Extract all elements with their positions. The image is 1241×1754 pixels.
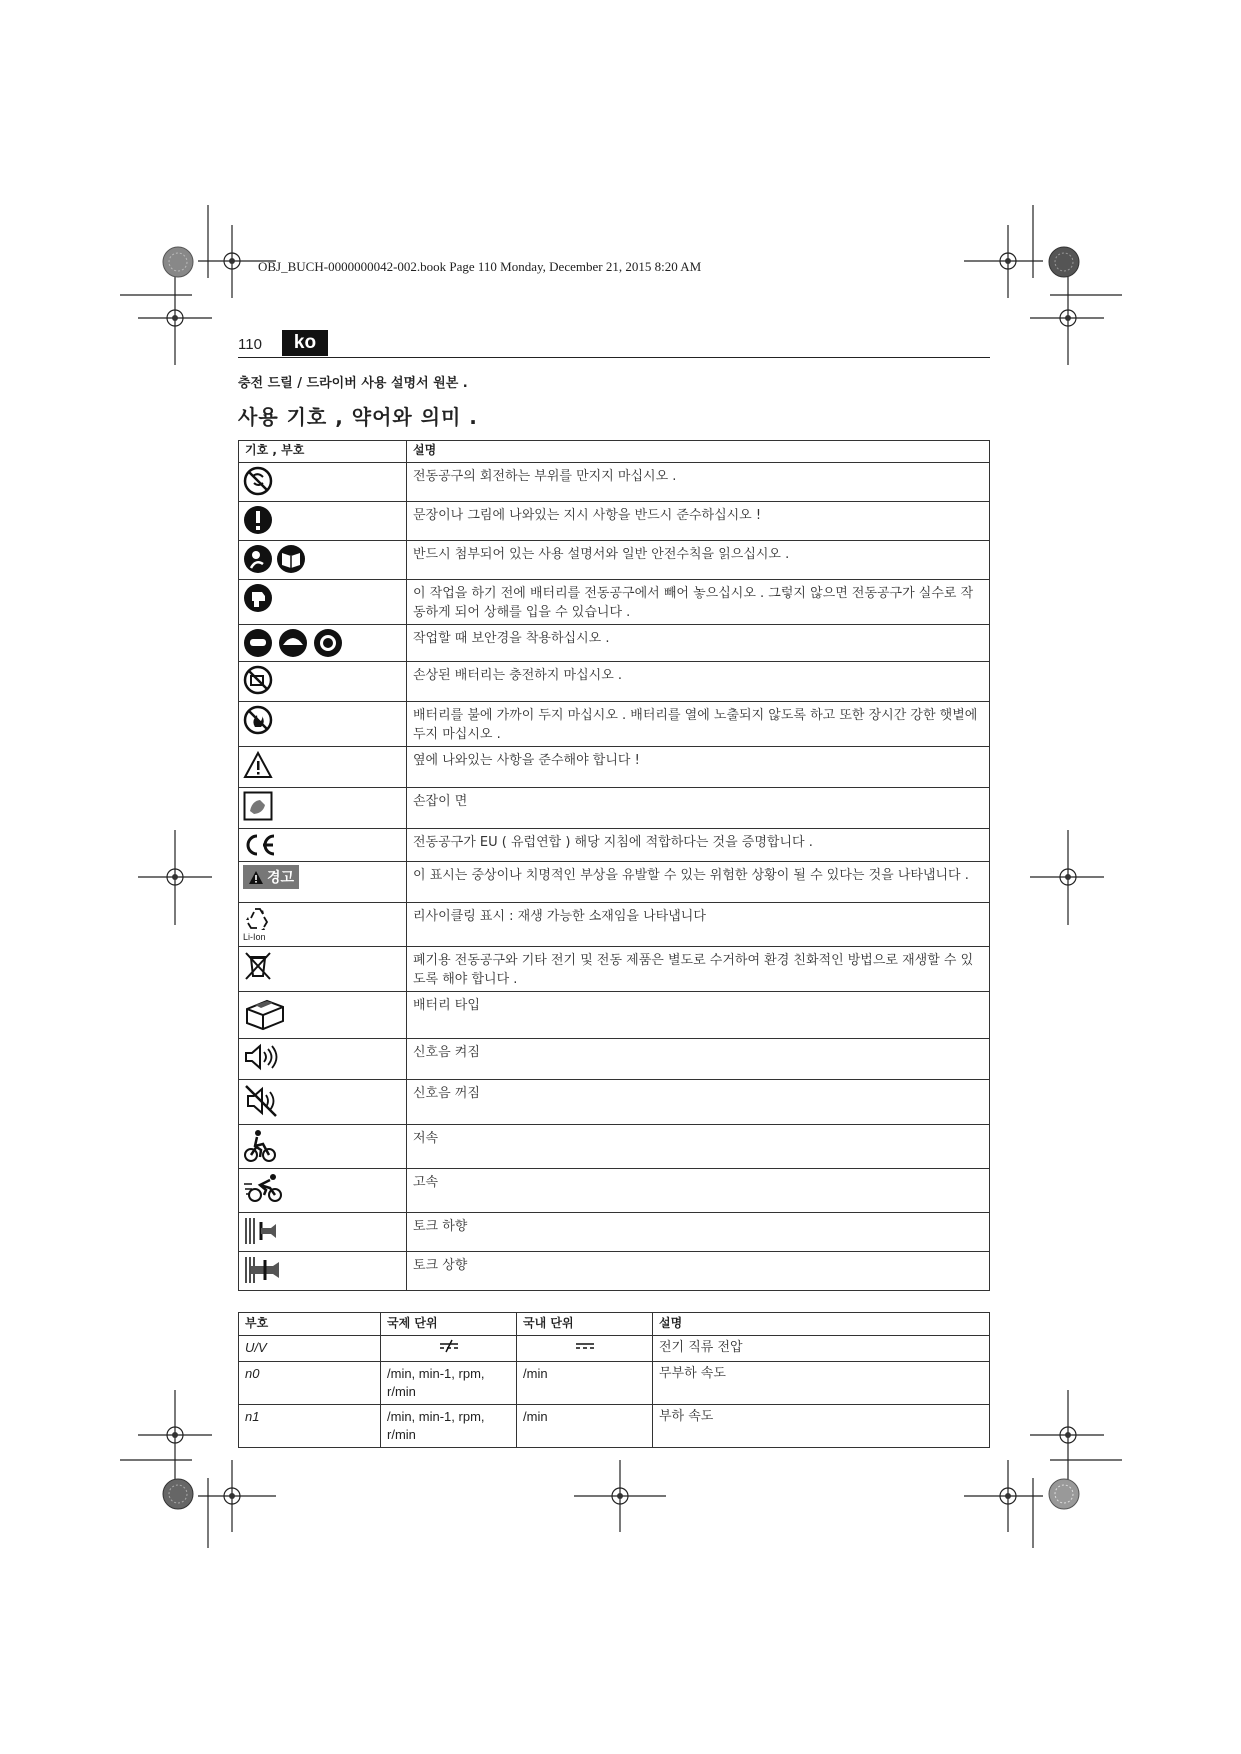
table-row xyxy=(239,829,990,862)
row-description: 옆에 나와있는 사항을 준수해야 합니다 ! xyxy=(407,747,990,788)
row-description: 손잡이 면 xyxy=(407,788,990,829)
table-header-row xyxy=(239,441,990,463)
row-description: 폐기용 전동공구와 기타 전기 및 전동 제품은 별도로 수거하여 환경 친화적인 방법으로 재생할 수 있도록 해야 합니다 . xyxy=(407,947,990,992)
table-row xyxy=(239,747,990,788)
high-speed-icon xyxy=(243,1172,285,1204)
header-symbol: 부호 xyxy=(239,1313,381,1336)
international-unit: /min, min-1, rpm, r/min xyxy=(381,1362,517,1405)
language-badge: ko xyxy=(282,330,328,356)
row-description: 신호음 꺼짐 xyxy=(407,1080,990,1125)
document-subtitle: 충전 드릴 / 드라이버 사용 설명서 원본 . xyxy=(238,376,468,391)
header-description: 설명 xyxy=(407,441,990,463)
row-description: 이 작업을 하기 전에 배터리를 전동공구에서 빼어 놓으십시오 . 그렇지 않으면 전동공구가 실수로 작동하게 되어 상해를 입을 수 있습니다 . xyxy=(407,580,990,625)
ce-mark-icon xyxy=(243,832,277,858)
grip-surface-icon xyxy=(243,791,273,821)
no-charge-damaged-battery-icon xyxy=(243,665,273,695)
warning-triangle-icon xyxy=(243,750,273,780)
recycling-li-ion-icon xyxy=(243,906,273,932)
sound-off-icon xyxy=(243,1083,279,1119)
header-description: 설명 xyxy=(653,1313,990,1336)
read-manual-icon xyxy=(243,544,307,574)
table-row xyxy=(239,1080,990,1125)
no-touch-rotating-icon xyxy=(243,466,273,496)
safety-goggles-icon xyxy=(243,628,343,658)
mandatory-exclamation-icon xyxy=(243,505,273,535)
row-description: 전동공구가 EU ( 유럽연합 ) 해당 지침에 적합하다는 것을 증명합니다 . xyxy=(407,829,990,862)
row-description: 토크 하향 xyxy=(407,1213,990,1252)
table-row xyxy=(239,1362,990,1405)
table-row xyxy=(239,862,990,903)
row-description: 저속 xyxy=(407,1125,990,1169)
national-unit: /min xyxy=(517,1405,653,1448)
torque-down-icon xyxy=(243,1216,279,1246)
international-unit: /min, min-1, rpm, r/min xyxy=(381,1405,517,1448)
header-rule xyxy=(238,357,990,358)
table-row xyxy=(239,1039,990,1080)
table-row xyxy=(239,1252,990,1291)
table-row xyxy=(239,662,990,702)
section-heading: 사용 기호 , 약어와 의미 . xyxy=(238,405,478,429)
table-row xyxy=(239,1125,990,1169)
table-row xyxy=(239,1213,990,1252)
row-description: 전동공구의 회전하는 부위를 만지지 마십시오 . xyxy=(407,463,990,502)
row-description: 고속 xyxy=(407,1169,990,1213)
row-description: 이 표시는 중상이나 치명적인 부상을 유발할 수 있는 위험한 상황이 될 수 있다는 것을 나타냅니다 . xyxy=(407,862,990,903)
page-number: 110 xyxy=(238,336,262,353)
table-row xyxy=(239,1336,990,1362)
book-header: OBJ_BUCH-0000000042-002.book Page 110 Monday, December 21, 2015 8:20 AM xyxy=(258,259,702,274)
crossed-bin-icon xyxy=(243,950,273,982)
row-description: 신호음 켜짐 xyxy=(407,1039,990,1080)
row-description: 배터리를 불에 가까이 두지 마십시오 . 배터리를 열에 노출되지 않도록 하고 또한 장시간 강한 햇볕에 두지 마십시오 . xyxy=(407,702,990,747)
row-description: 반드시 첨부되어 있는 사용 설명서와 일반 안전수칙을 읽으십시오 . xyxy=(407,541,990,580)
remove-battery-icon xyxy=(243,583,273,613)
no-fire-battery-icon xyxy=(243,705,273,735)
table-row xyxy=(239,625,990,662)
unit-description: 전기 직류 전압 xyxy=(653,1336,990,1362)
battery-type-icon xyxy=(243,995,287,1033)
low-speed-icon xyxy=(243,1128,277,1164)
row-description: 배터리 타입 xyxy=(407,992,990,1039)
row-description: 문장이나 그림에 나와있는 지시 사항을 반드시 준수하십시오 ! xyxy=(407,502,990,541)
unit-description: 부하 속도 xyxy=(653,1405,990,1448)
table-row xyxy=(239,702,990,747)
national-unit: /min xyxy=(517,1362,653,1405)
unit-symbol: n1 xyxy=(239,1405,381,1448)
table-row xyxy=(239,947,990,992)
table-row xyxy=(239,541,990,580)
torque-up-icon xyxy=(243,1255,283,1285)
header-symbol: 기호 , 부호 xyxy=(239,441,407,463)
table-header-row xyxy=(239,1313,990,1336)
li-ion-label: Li-Ion xyxy=(243,932,266,942)
row-description: 토크 상향 xyxy=(407,1252,990,1291)
header-national-unit: 국내 단위 xyxy=(517,1313,653,1336)
table-row xyxy=(239,463,990,502)
sound-on-icon xyxy=(243,1042,279,1072)
table-row xyxy=(239,580,990,625)
table-row xyxy=(239,788,990,829)
unit-symbol: n0 xyxy=(239,1362,381,1405)
table-row xyxy=(239,903,990,947)
warning-label-text: 경고 xyxy=(267,870,295,886)
row-description: 리사이클링 표시 : 재생 가능한 소재임을 나타냅니다 xyxy=(407,903,990,947)
units-table xyxy=(238,1312,990,1448)
table-row xyxy=(239,1169,990,1213)
row-description: 작업할 때 보안경을 착용하십시오 . xyxy=(407,625,990,662)
dc-crossed-icon xyxy=(438,1339,460,1353)
dc-symbol-icon xyxy=(574,1339,596,1353)
table-row xyxy=(239,992,990,1039)
row-description: 손상된 배터리는 충전하지 마십시오 . xyxy=(407,662,990,702)
unit-description: 무부하 속도 xyxy=(653,1362,990,1405)
warning-label-icon xyxy=(243,865,299,889)
table-row xyxy=(239,1405,990,1448)
header-international-unit: 국제 단위 xyxy=(381,1313,517,1336)
unit-symbol: U/V xyxy=(239,1336,381,1362)
table-row xyxy=(239,502,990,541)
symbols-table xyxy=(238,440,990,1291)
